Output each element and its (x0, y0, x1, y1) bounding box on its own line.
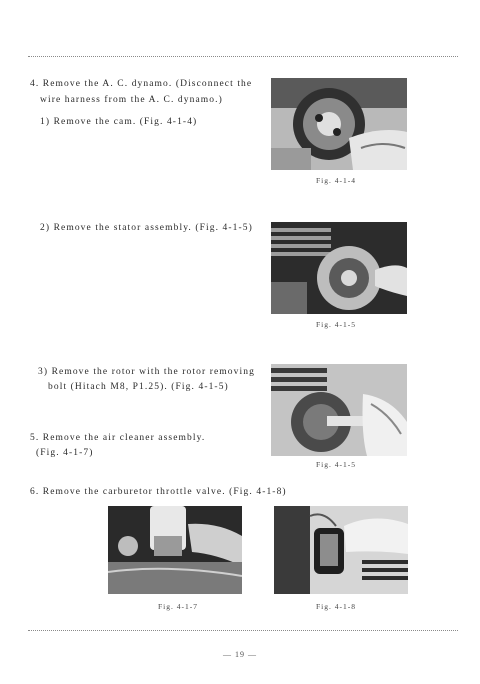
step-4-3-line-1: 3) Remove the rotor with the rotor removing (38, 367, 255, 377)
figure-4-1-8-photo (274, 506, 408, 594)
step-4-1: 1) Remove the cam. (Fig. 4-1-4) (40, 117, 198, 127)
figure-4-1-5b-photo (271, 364, 407, 456)
bottom-rule (28, 630, 458, 631)
figure-4-1-4-caption: Fig. 4-1-4 (316, 176, 356, 185)
figure-4-1-5b-caption: Fig. 4-1-5 (316, 460, 356, 469)
step-5-line-1: 5. Remove the air cleaner assembly. (30, 433, 206, 443)
step-4-3-line-2: bolt (Hitach M8, P1.25). (Fig. 4-1-5) (48, 382, 229, 392)
figure-4-1-7-caption: Fig. 4-1-7 (158, 602, 198, 611)
figure-4-1-8-caption: Fig. 4-1-8 (316, 602, 356, 611)
step-4-2: 2) Remove the stator assembly. (Fig. 4-1-5) (40, 223, 253, 233)
step-4-line-1: 4. Remove the A. C. dynamo. (Disconnect the (30, 79, 253, 89)
figure-4-1-4-photo (271, 78, 407, 170)
step-5-line-2: (Fig. 4-1-7) (36, 448, 94, 458)
step-6: 6. Remove the carburetor throttle valve. (Fig. 4-1-8) (30, 487, 287, 497)
step-4-line-2: wire harness from the A. C. dynamo.) (40, 95, 223, 105)
top-rule (28, 56, 458, 57)
figure-4-1-5a-caption: Fig. 4-1-5 (316, 320, 356, 329)
figure-4-1-7-photo (108, 506, 242, 594)
page-number: — 19 — (223, 650, 257, 659)
figure-4-1-5a-photo (271, 222, 407, 314)
